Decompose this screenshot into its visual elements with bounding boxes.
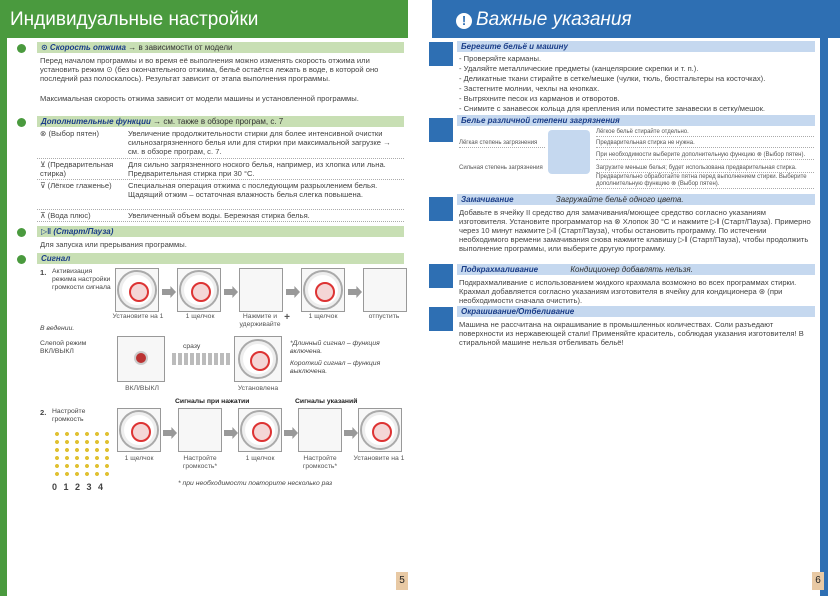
arrow-right-icon: [224, 286, 238, 298]
shirt-illustration-icon: [548, 130, 590, 174]
bullet-icon: [17, 44, 26, 53]
table-row: [37, 181, 404, 210]
care-item: - Удаляйте металлические предметы (канцелярские скрепки и т. п.).: [459, 64, 699, 73]
table-row: [37, 211, 404, 222]
page-number: 6: [812, 572, 824, 590]
row-value: Для сильно загрязненного ноского белья, например, из хлопка или льна. Предварительная стирка при 30 °C.: [128, 160, 386, 179]
short-signal-text: Короткий сигнал – функция выключена.: [290, 360, 381, 376]
long-signal-text: *Длинный сигнал – функция включена.: [290, 340, 380, 356]
info-icon: !: [456, 13, 472, 29]
step-label: 1 щелчок: [308, 313, 338, 320]
dirt-heavy-label: Сильная степень загрязнения: [459, 165, 543, 171]
step-label: 1 щелчок: [124, 455, 154, 462]
row-value: Увеличение продолжительности стирки для более интенсивной очистки сильнозагрязненного белья или для стирки при максимальной загрузке → см. в обзоре програм, с. 7.: [128, 129, 391, 157]
dirt-light-label: Лёгкая степень загрязнения: [459, 140, 545, 148]
care-item: - Застегните молнии, чехлы на кнопках.: [459, 84, 600, 93]
volume-scale: 0 1 2 3 4: [52, 482, 106, 492]
soak-label: Замачивание: [461, 195, 514, 204]
start-text: Для запуска или прерывания программы.: [40, 240, 187, 249]
step-1-text: Активизация режима настройки громкости сигнала: [52, 268, 111, 292]
row-key: ⊽ (Лёгкое глаженье): [40, 181, 112, 190]
spin-section-header: [37, 42, 404, 53]
spin-display-panel: [298, 408, 342, 452]
step-label: Настройте громкость*: [182, 455, 218, 471]
step-2-text: Настройте громкость: [52, 408, 86, 424]
right-title-text: Важные указания: [476, 9, 632, 30]
start-section-header: ▷‖ (Старт/Пауза): [37, 226, 404, 237]
program-dial-icon: [240, 410, 280, 450]
care-section-header: Берегите бельё и машину: [457, 41, 815, 52]
program-dial-icon: [119, 410, 159, 450]
signal-section-header: Сигнал: [37, 253, 404, 264]
soak-text: Добавьте в ячейку II средство для замачивания/моющее средство согласно указаниям изготовителя. Установите программатор на ⊗ Хлопок 30 °C и нажмите ▷‖ (Старт/Пауза). Примерно через 10 минут нажмите ▷‖ (Старт/Пауза), чтобы остановить программу. По истечении необходимого времени замачивания снова нажмите клавишу ▷‖ (Старт/Пауза), чтобы продолжить выполнение программы, или выберите другую программу.: [459, 208, 811, 254]
arrow-right-icon: [162, 286, 176, 298]
soak-section-header: [457, 194, 815, 205]
step-label: Установите на 1: [112, 313, 164, 320]
immediately-text: сразу: [183, 343, 201, 350]
care-item: - Вытряхните песок из карманов и отворотов.: [459, 94, 620, 103]
step-label: 1 щелчок: [185, 313, 215, 320]
care-item: - Проверяйте карманы.: [459, 54, 542, 63]
row-key: ⊼ (Вода плюс): [40, 211, 91, 220]
left-sidebar-bar: [0, 38, 7, 596]
footnote: * при необходимости повторите несколько раз: [178, 480, 333, 487]
dirt-note: Лёгкое бельё стирайте отдельно.: [596, 129, 814, 137]
dirty-shirt-icon: [429, 118, 453, 142]
spin-display-panel: [363, 268, 407, 312]
page-title-left: Индивидуальные настройки: [0, 0, 408, 38]
arrow-right-icon: [344, 427, 358, 439]
row-key: ⊻ (Предварительная стирка): [40, 160, 114, 179]
dirt-note: Загрузите меньше белья; будет использована предварительная стирка.: [596, 165, 814, 173]
starch-tub-icon: [429, 264, 453, 288]
spin-text: Перед началом программы и во время её выполнения можно изменять скорость отжима или установить режим ⊙ (без окончательного отжима, бельё остаётся лежать в воде, в которой оно последний раз полоскалось). Результат зависит от этапа выполнения программы.: [40, 56, 379, 84]
spin-display-panel: [239, 268, 283, 312]
bullet-icon: [17, 255, 26, 264]
set-label: Установлена: [237, 385, 279, 392]
plus-sign: +: [284, 312, 290, 323]
step-1-number: 1.: [40, 268, 47, 277]
row-key: ⊗ (Выбор пятен): [40, 129, 99, 138]
dirt-section-header: Белье различной степени загрязнения: [457, 115, 815, 126]
starch-section-header: [457, 264, 815, 275]
program-dial-icon: [179, 270, 219, 310]
table-row: [37, 129, 404, 159]
onoff-label: ВКЛ/ВЫКЛ: [125, 385, 159, 392]
soak-tub-icon: [429, 197, 453, 221]
dye-text: Машина не рассчитана на окрашивание в промышленных количествах. Соли разъедают поверхности из нержавеющей стали! Применяйте краситель, соблюдая указания изготовителя! В стиральной машине нельзя отбеливать бельё!: [459, 320, 804, 348]
arrow-right-icon: [163, 427, 177, 439]
arrow-right-icon: [224, 427, 238, 439]
starch-text: Подкрахмаливание с использованием жидкого крахмала возможно во всех программах стирки. Крахмал добавляется согласно указаниям изготовителя в ячейку для кондиционера ⊛ (при необходимости сначала очистить).: [459, 278, 797, 306]
dirt-note: Предварительно обработайте пятна перед выполнением стирки. Выберите дополнительную функцию ⊗ (Выбор пятен).: [596, 174, 814, 189]
step-2-number: 2.: [40, 408, 47, 417]
table-row: [37, 160, 404, 180]
starch-note: Кондиционер добавлять нельзя.: [570, 265, 693, 274]
arrow-right-icon: [286, 286, 300, 298]
dirt-note: При необходимости выберите дополнительную функцию ⊗ (Выбор пятен).: [596, 152, 814, 160]
extra-arrow-text: → см. также в обзоре програм, с. 7: [153, 117, 284, 126]
program-dial-icon: [117, 270, 157, 310]
extra-section-header: [37, 116, 404, 127]
starch-label: Подкрахмаливание: [461, 265, 539, 274]
dye-lines-icon: [429, 307, 453, 331]
step-label: Нажмите и удерживайте: [239, 313, 281, 329]
arrow-right-icon: [172, 353, 232, 365]
dye-section-header: Окрашивание/Отбеливание: [457, 306, 815, 317]
row-value: Специальная операция отжима с последующим разрыхлением белья. Щадящий отжим – остаточная влажность белья слегка повышена.: [128, 181, 378, 200]
row-value: Увеличенный объем воды. Бережная стирка белья.: [128, 211, 310, 220]
press-signals-heading: Сигналы при нажатии: [175, 398, 250, 405]
spin-text-2: Максимальная скорость отжима зависит от модели машины и установленной программы.: [40, 94, 359, 103]
bullet-icon: [17, 228, 26, 237]
step-label: Настройте громкость*: [302, 455, 338, 471]
bullet-icon: [17, 118, 26, 127]
dirt-note: Предварительная стирка не нужна.: [596, 140, 814, 148]
care-item: - Снимите с занавесок кольца для крепления или поместите занавески в сетку/мешок.: [459, 104, 766, 113]
spin-arrow-text: → в зависимости от модели: [128, 43, 233, 52]
page-title-right: [432, 0, 840, 38]
step-label: 1 щелчок: [245, 455, 275, 462]
warning-signals-heading: Сигналы указаний: [295, 398, 358, 405]
onoff-text: Слепой режим ВКЛ/ВЫКЛ: [40, 340, 87, 356]
step-label: отпустить: [368, 313, 400, 320]
arrow-right-icon: [348, 286, 362, 298]
program-dial-icon: [360, 410, 400, 450]
volume-leds-grid: [52, 430, 110, 476]
extra-label: Дополнительные функции: [41, 117, 151, 126]
program-dial-icon: [238, 339, 278, 379]
spin-display-panel: [178, 408, 222, 452]
spin-label: ⊙ Скорость отжима: [41, 43, 126, 52]
soak-note: Загружайте бельё одного цвета.: [555, 195, 684, 204]
shirt-icon: [429, 42, 453, 66]
right-sidebar-bar: [820, 38, 828, 596]
step-1-note: В ведении.: [40, 325, 75, 332]
step-label: Установите на 1: [353, 455, 405, 462]
onoff-button-icon: [134, 351, 148, 365]
arrow-right-icon: [284, 427, 298, 439]
page-number: 5: [396, 572, 408, 590]
care-item: - Деликатные ткани стирайте в сетке/мешке (чулки, тюль, бюстгальтеры на косточках).: [459, 74, 766, 83]
program-dial-icon: [303, 270, 343, 310]
